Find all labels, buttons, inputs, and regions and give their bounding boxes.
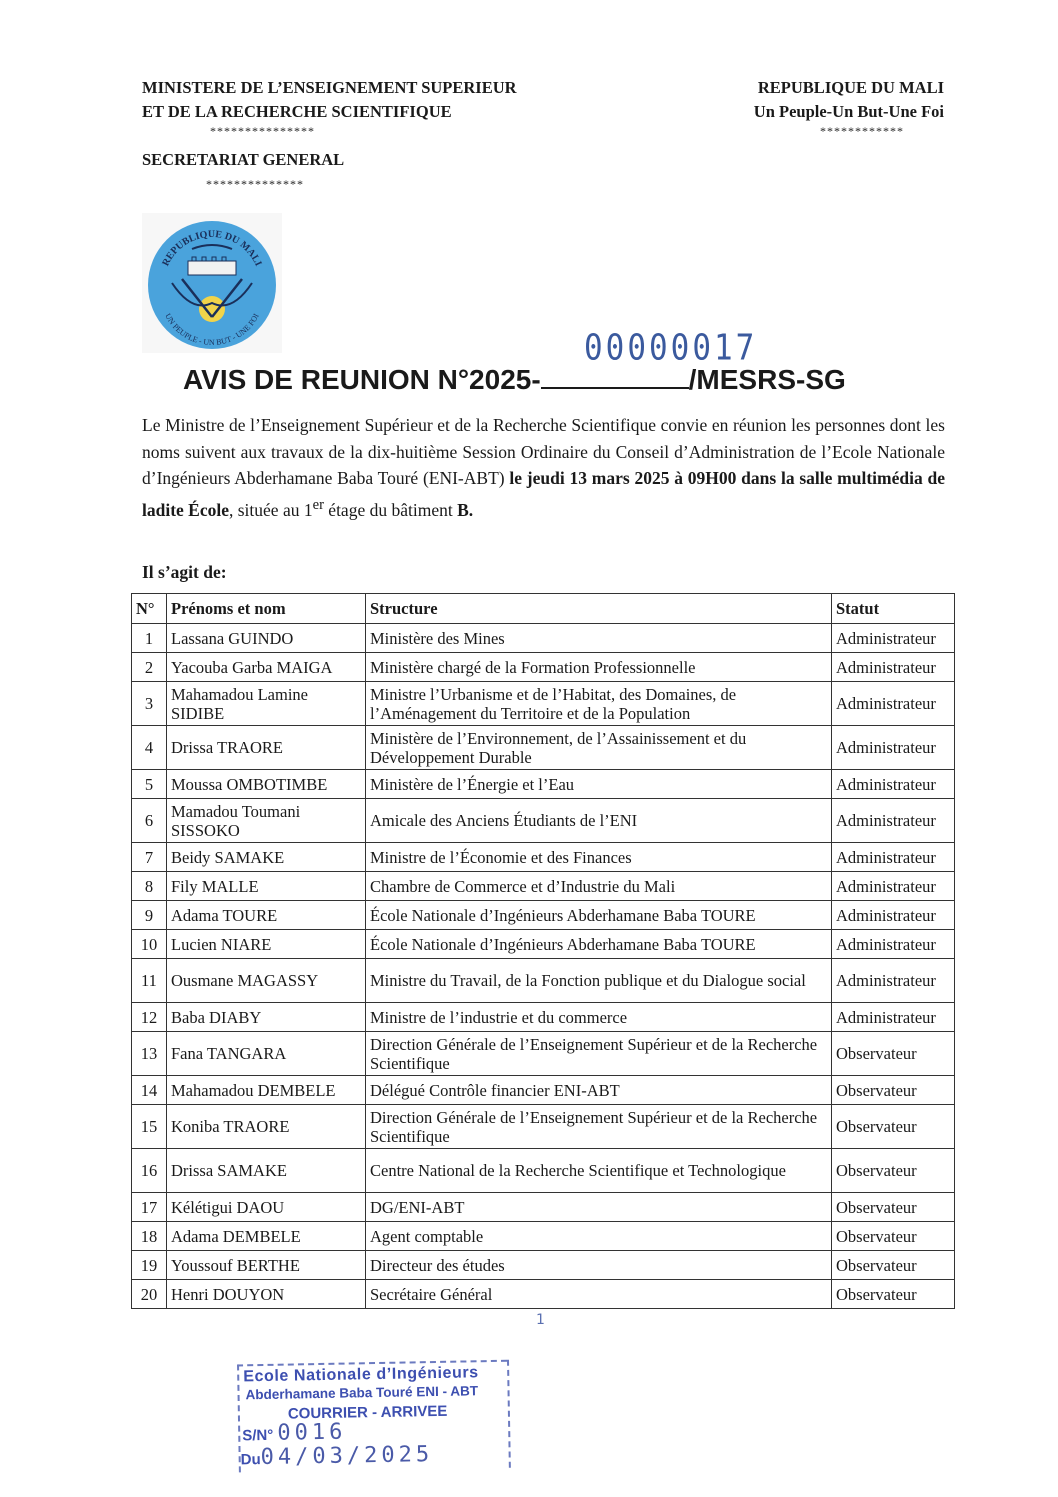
member-status: Administrateur <box>832 770 955 799</box>
col-header-name: Prénoms et nom <box>167 594 366 624</box>
organization: École Nationale d’Ingénieurs Abderhamane Baba TOURE <box>366 901 832 930</box>
row-number: 12 <box>132 1003 167 1032</box>
secretariat-stars: ************** <box>206 177 304 191</box>
stamp-date-label: Du <box>240 1451 261 1469</box>
person-name: Youssouf BERTHE <box>167 1251 366 1280</box>
table-row <box>132 843 955 872</box>
person-name: Drissa TRAORE <box>167 726 366 770</box>
table-row <box>132 726 955 770</box>
member-status: Administrateur <box>832 624 955 653</box>
table-row <box>132 1280 955 1309</box>
row-number: 7 <box>132 843 167 872</box>
paragraph-part-2: , située au 1 <box>229 499 313 520</box>
person-name: Beidy SAMAKE <box>167 843 366 872</box>
number-blank-line <box>541 365 689 389</box>
col-header-structure: Structure <box>366 594 832 624</box>
table-row <box>132 682 955 726</box>
paragraph-part-3: étage du bâtiment <box>323 499 458 520</box>
list-intro: Il s’agit de: <box>142 562 227 582</box>
table-row <box>132 799 955 843</box>
table-row <box>132 1251 955 1280</box>
table-row <box>132 959 955 1003</box>
person-name: Henri DOUYON <box>167 1280 366 1309</box>
stamp-school-name: Ecole Nationale d’Ingénieurs <box>243 1364 479 1386</box>
organization: Chambre de Commerce et d’Industrie du Mali <box>366 872 832 901</box>
row-number: 19 <box>132 1251 167 1280</box>
organization: Ministère chargé de la Formation Professionnelle <box>366 653 832 682</box>
stamp-serial-handwritten: 0016 <box>277 1419 347 1446</box>
row-number: 13 <box>132 1032 167 1076</box>
member-status: Administrateur <box>832 930 955 959</box>
organization: Secrétaire Général <box>366 1280 832 1309</box>
stamp-date-handwritten: 04/03/2025 <box>260 1442 434 1471</box>
ministry-line-1: MINISTERE DE L’ENSEIGNEMENT SUPERIEUR <box>142 78 517 97</box>
table-row <box>132 624 955 653</box>
member-status: Administrateur <box>832 799 955 843</box>
row-number: 8 <box>132 872 167 901</box>
table-row <box>132 901 955 930</box>
republic-header <box>684 76 944 138</box>
member-status: Observateur <box>832 1222 955 1251</box>
member-status: Observateur <box>832 1076 955 1105</box>
organization: Délégué Contrôle financier ENI-ABT <box>366 1076 832 1105</box>
organization: Directeur des études <box>366 1251 832 1280</box>
organization: Centre National de la Recherche Scientifique et Technologique <box>366 1149 832 1193</box>
row-number: 15 <box>132 1105 167 1149</box>
building-name: B. <box>457 499 474 520</box>
attendees-table <box>131 593 955 1309</box>
notice-title <box>183 364 846 396</box>
organization: Ministre l’Urbanisme et de l’Habitat, des Domaines, de l’Aménagement du Territoire et de la Population <box>366 682 832 726</box>
stamp-serial-row <box>242 1420 347 1447</box>
person-name: Fily MALLE <box>167 872 366 901</box>
table-row <box>132 770 955 799</box>
col-header-status: Statut <box>832 594 955 624</box>
title-suffix: /MESRS-SG <box>688 364 846 395</box>
seal-top-text: REPUBLIQUE DU MALI <box>160 228 264 268</box>
stamp-border-right <box>507 1360 511 1468</box>
mali-seal-emblem <box>142 213 282 353</box>
row-number: 5 <box>132 770 167 799</box>
table-row <box>132 1003 955 1032</box>
table-row <box>132 872 955 901</box>
person-name: Mahamadou DEMBELE <box>167 1076 366 1105</box>
notice-paragraph <box>142 412 945 523</box>
person-name: Drissa SAMAKE <box>167 1149 366 1193</box>
organization: Ministère des Mines <box>366 624 832 653</box>
person-name: Adama TOURE <box>167 901 366 930</box>
table-row <box>132 930 955 959</box>
organization: École Nationale d’Ingénieurs Abderhamane Baba TOURE <box>366 930 832 959</box>
stamp-serial-label: S/N° <box>242 1426 274 1445</box>
organization: Agent comptable <box>366 1222 832 1251</box>
meeting-date-location: le jeudi 13 mars 2025 à 09H00 dans la salle multimédia de ladite École <box>142 468 946 520</box>
national-motto: Un Peuple-Un But-Une Foi <box>753 102 944 121</box>
person-name: Fana TANGARA <box>167 1032 366 1076</box>
member-status: Observateur <box>832 1149 955 1193</box>
organization: Ministre du Travail, de la Fonction publique et du Dialogue social <box>366 959 832 1003</box>
member-status: Administrateur <box>832 959 955 1003</box>
ministry-header <box>142 76 582 138</box>
row-number: 18 <box>132 1222 167 1251</box>
person-name: Kélétigui DAOU <box>167 1193 366 1222</box>
person-name: Yacouba Garba MAIGA <box>167 653 366 682</box>
secretariat-general: SECRETARIAT GENERAL <box>142 150 345 169</box>
paragraph-part-1: Le Ministre de l’Enseignement Supérieur et de la Recherche Scientifique convie en réunion les personnes dont les noms suivent aux travaux de la dix-huitième Session Ordinaire du Conseil d’Administration de l’Ecole Nationale d’Ingénieurs Abderhamane Baba Touré (ENI-ABT) <box>142 415 945 488</box>
table-row <box>132 1032 955 1076</box>
person-name: Moussa OMBOTIMBE <box>167 770 366 799</box>
person-name: Baba DIABY <box>167 1003 366 1032</box>
row-number: 6 <box>132 799 167 843</box>
table-row <box>132 1105 955 1149</box>
col-header-number: N° <box>132 594 167 624</box>
page-number: 1 <box>536 1312 545 1328</box>
row-number: 17 <box>132 1193 167 1222</box>
person-name: Mahamadou Lamine SIDIBE <box>167 682 366 726</box>
person-name: Ousmane MAGASSY <box>167 959 366 1003</box>
row-number: 9 <box>132 901 167 930</box>
republic-name: REPUBLIQUE DU MALI <box>757 78 944 97</box>
person-name: Lucien NIARE <box>167 930 366 959</box>
meeting-number-handwritten: 00000017 <box>584 327 758 369</box>
organization: Ministre de l’industrie et du commerce <box>366 1003 832 1032</box>
member-status: Administrateur <box>832 843 955 872</box>
member-status: Observateur <box>832 1251 955 1280</box>
person-name: Lassana GUINDO <box>167 624 366 653</box>
organization: Direction Générale de l’Enseignement Supérieur et de la Recherche Scientifique <box>366 1105 832 1149</box>
stamp-school-name-2: Abderhamane Baba Touré ENI - ABT <box>245 1383 479 1403</box>
organization: Amicale des Anciens Étudiants de l’ENI <box>366 799 832 843</box>
row-number: 1 <box>132 624 167 653</box>
title-prefix: AVIS DE REUNION N°2025- <box>183 364 541 395</box>
member-status: Administrateur <box>832 682 955 726</box>
organization: Ministère de l’Énergie et l’Eau <box>366 770 832 799</box>
member-status: Observateur <box>832 1032 955 1076</box>
table-row <box>132 653 955 682</box>
ordinal-superscript: er <box>312 496 324 513</box>
person-name: Koniba TRAORE <box>167 1105 366 1149</box>
republic-stars: ************ <box>820 124 904 138</box>
member-status: Administrateur <box>832 901 955 930</box>
table-row <box>132 1076 955 1105</box>
member-status: Observateur <box>832 1193 955 1222</box>
row-number: 11 <box>132 959 167 1003</box>
member-status: Administrateur <box>832 1003 955 1032</box>
person-name: Mamadou Toumani SISSOKO <box>167 799 366 843</box>
table-header-row <box>132 594 955 624</box>
person-name: Adama DEMBELE <box>167 1222 366 1251</box>
ministry-stars: *************** <box>210 124 315 138</box>
member-status: Observateur <box>832 1105 955 1149</box>
member-status: Administrateur <box>832 872 955 901</box>
row-number: 20 <box>132 1280 167 1309</box>
arrival-stamp <box>237 1358 519 1481</box>
organization: DG/ENI-ABT <box>366 1193 832 1222</box>
member-status: Observateur <box>832 1280 955 1309</box>
table-row <box>132 1149 955 1193</box>
attendees-table-body <box>132 624 955 1309</box>
ministry-line-2: ET DE LA RECHERCHE SCIENTIFIQUE <box>142 102 452 121</box>
row-number: 10 <box>132 930 167 959</box>
row-number: 4 <box>132 726 167 770</box>
organization: Ministre de l’Économie et des Finances <box>366 843 832 872</box>
member-status: Administrateur <box>832 726 955 770</box>
row-number: 16 <box>132 1149 167 1193</box>
row-number: 3 <box>132 682 167 726</box>
table-row <box>132 1193 955 1222</box>
row-number: 14 <box>132 1076 167 1105</box>
stamp-mail-arrival: COURRIER - ARRIVEE <box>287 1402 448 1423</box>
organization: Direction Générale de l’Enseignement Supérieur et de la Recherche Scientifique <box>366 1032 832 1076</box>
member-status: Administrateur <box>832 653 955 682</box>
table-row <box>132 1222 955 1251</box>
seal-bottom-text: UN PEUPLE - UN BUT - UNE FOI <box>163 311 261 348</box>
row-number: 2 <box>132 653 167 682</box>
organization: Ministère de l’Environnement, de l’Assainissement et du Développement Durable <box>366 726 832 770</box>
stamp-date-row <box>240 1442 433 1470</box>
